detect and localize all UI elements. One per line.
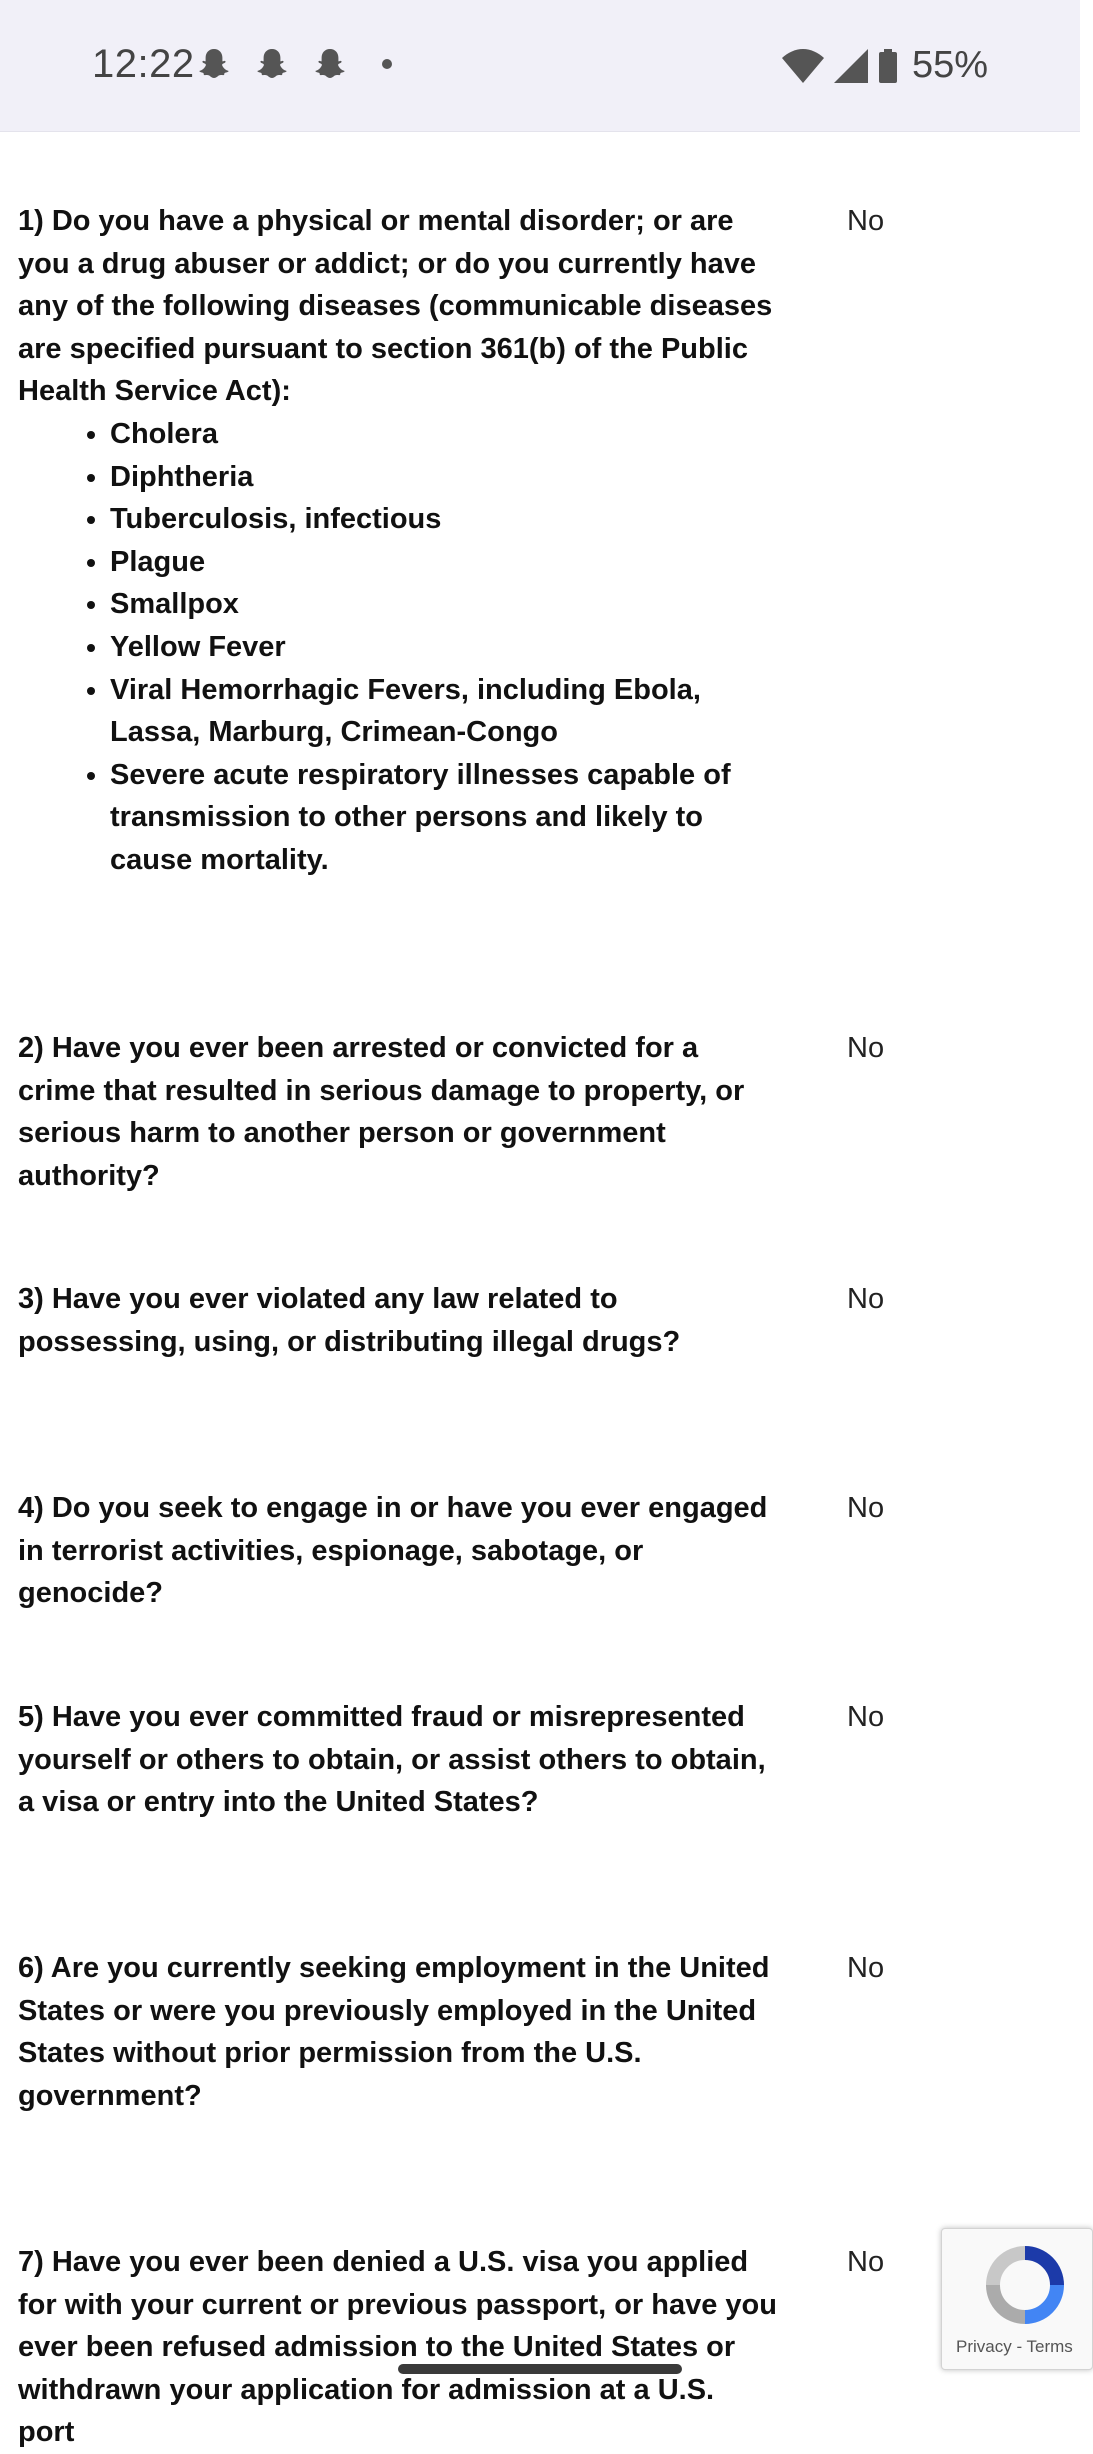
list-item: • Viral Hemorrhagic Fevers, including Ebola, Lassa, Marburg, Crimean-Congo xyxy=(110,669,778,754)
question-text: 6) Are you currently seeking employment in the United States or were you previously employed in the United States without prior permission from the U.S. government? xyxy=(18,1952,770,2112)
status-bar xyxy=(0,0,1080,132)
recaptcha-badge[interactable] xyxy=(941,2228,1093,2370)
battery-icon xyxy=(878,49,898,83)
answer-value: No xyxy=(847,205,885,237)
list-item: • Diphtheria xyxy=(110,456,778,499)
question-text: 7) Have you ever been denied a U.S. visa you applied for with your current or previous passport, or have you ever been refused admission to the United States or withdrawn your application for admission at a U.S. port xyxy=(18,2246,777,2449)
snapchat-icon xyxy=(254,46,290,82)
question-text xyxy=(18,200,778,882)
list-item: • Yellow Fever xyxy=(110,626,778,669)
list-item: • Severe acute respiratory illnesses capable of transmission to other persons and likely to cause mortality. xyxy=(110,754,778,882)
battery-percentage: 55% xyxy=(911,44,988,86)
cell-signal-icon xyxy=(834,49,868,83)
question-label: 1) Do you have a physical or mental disorder; or are you a drug abuser or addict; or do you currently have any of the following diseases (communicable diseases are specified pursuant to section 361(b) of the Public Health Service Act): xyxy=(18,205,773,408)
answer-value: No xyxy=(847,1952,885,1984)
disease-list xyxy=(18,413,778,882)
system-indicators xyxy=(782,44,988,87)
question-text: 3) Have you ever violated any law related to possessing, using, or distributing illegal drugs? xyxy=(18,1283,681,1358)
question-text: 5) Have you ever committed fraud or misrepresented yourself or others to obtain, or assist others to obtain, a visa or entry into the United States? xyxy=(18,1701,766,1819)
notification-icons xyxy=(196,46,392,82)
snapchat-icon xyxy=(196,46,232,82)
list-item: • Cholera xyxy=(110,413,778,456)
list-item: • Smallpox xyxy=(110,583,778,626)
answer-value: No xyxy=(847,2246,885,2278)
answer-value: No xyxy=(847,1032,885,1064)
snapchat-icon xyxy=(312,46,348,82)
answer-value: No xyxy=(847,1701,885,1733)
status-time: 12:22 xyxy=(92,42,195,86)
answer-value: No xyxy=(847,1492,885,1524)
list-item: • Plague xyxy=(110,541,778,584)
security-questions-list[interactable] xyxy=(0,131,1080,2449)
more-notifications-dot xyxy=(382,59,392,69)
recaptcha-links[interactable]: Privacy - Terms xyxy=(956,2337,1073,2356)
list-item: • Tuberculosis, infectious xyxy=(110,498,778,541)
question-text: 4) Do you seek to engage in or have you ever engaged in terrorist activities, espionage, sabotage, or genocide? xyxy=(18,1492,768,1610)
question-text: 2) Have you ever been arrested or convicted for a crime that resulted in serious damage to property, or serious harm to another person or government authority? xyxy=(18,1032,745,1192)
answer-value: No xyxy=(847,1283,885,1315)
gesture-navigation-bar[interactable] xyxy=(398,2364,682,2374)
recaptcha-icon xyxy=(980,2245,1070,2325)
wifi-icon xyxy=(782,49,824,83)
